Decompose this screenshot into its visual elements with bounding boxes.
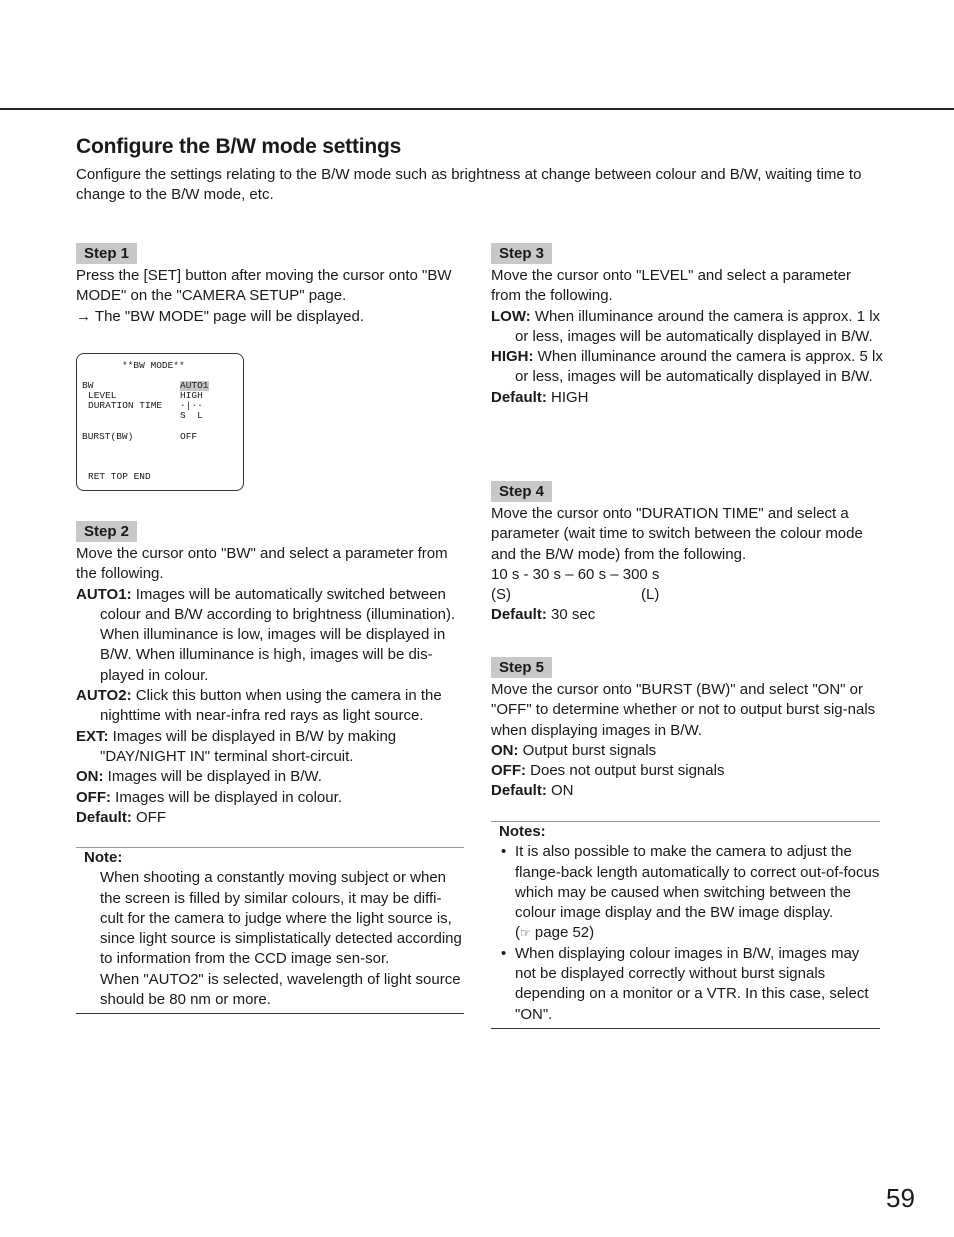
note-paragraph: When shooting a constantly moving subject or when the screen is filled by similar colours, it may be diffi-cult for the camera to judge where the light source is, since light source is simplistatically detected according to information from the CCD image sen-sor. [100, 869, 462, 968]
step-2-item [76, 788, 471, 808]
note-paragraph: When "AUTO2" is selected, wavelength of light source should be 80 nm or more. [100, 970, 461, 1009]
step-3-text: Move the cursor onto "LEVEL" and select a parameter from the following. [491, 267, 852, 305]
item-desc: Images will be automatically switched between colour and B/W according to brightness (illumination). When illuminance is low, images will be displayed in B/W. When illuminance is high, images will be dis-played in colour. [100, 585, 456, 684]
step-3-item [491, 307, 883, 348]
step-1-block [76, 243, 471, 327]
step-5-item [491, 741, 883, 761]
bullet-icon: • [501, 843, 507, 861]
item-term: OFF: [76, 788, 111, 806]
section-intro: Configure the settings relating to the B/W mode such as brightness at change between colour and B/W, waiting time to change to the B/W mode, etc. [76, 166, 862, 204]
note-heading: Note: [84, 849, 123, 866]
default-value: HIGH [546, 388, 589, 406]
item-term: HIGH: [491, 348, 534, 366]
item-term: ON: [491, 741, 519, 759]
step-2-default [76, 808, 471, 828]
item-term: AUTO1: [76, 585, 132, 603]
notes-item [491, 842, 880, 943]
section-title: Configure the B/W mode settings [76, 135, 402, 158]
step-2-item [76, 585, 471, 686]
bullet-icon: • [501, 944, 507, 962]
osd-level-value: HIGH [180, 390, 203, 401]
default-label: Default: [491, 782, 547, 800]
step-5-text: Move the cursor onto "BURST (BW)" and select "ON" or "OFF" to determine whether or not to output burst sig-nals when displaying images in B/W. [491, 681, 876, 739]
step-4-scale: 10 s - 30 s – 60 s – 300 s [491, 565, 660, 583]
step-2-text: Move the cursor onto "BW" and select a parameter from the following. [76, 545, 448, 583]
osd-duration-scale: S L [180, 410, 203, 421]
step-2-block [76, 521, 471, 828]
default-value: ON [546, 782, 574, 800]
bw-mode-osd-screen [76, 353, 244, 491]
top-rule [0, 108, 954, 110]
osd-duration-label: DURATION TIME [88, 400, 163, 411]
item-desc: Images will be displayed in B/W. [103, 768, 322, 786]
ref-text: page 52) [530, 924, 595, 942]
step-2-label: Step 2 [76, 521, 137, 542]
item-term: OFF: [491, 762, 526, 780]
item-term: EXT: [76, 727, 109, 745]
item-desc: Output burst signals [518, 741, 657, 759]
item-desc: Does not output burst signals [526, 762, 725, 780]
step-3-default [491, 388, 883, 408]
item-desc: When illuminance around the camera is approx. 1 lx or less, images will be automatically displayed in B/W. [515, 307, 881, 345]
item-desc: Images will be displayed in colour. [111, 788, 342, 806]
step-4-block [491, 481, 883, 626]
step-5-item [491, 761, 883, 781]
step-1-label: Step 1 [76, 243, 137, 264]
step-2-item [76, 686, 471, 727]
default-label: Default: [76, 808, 132, 826]
item-desc: Click this button when using the camera in the nighttime with near-infra red rays as light source. [100, 687, 442, 725]
default-label: Default: [491, 388, 547, 406]
item-desc: Images will be displayed in B/W by making "DAY/NIGHT IN" terminal short-circuit. [100, 727, 397, 765]
step-2-item [76, 767, 471, 787]
default-value: 30 sec [546, 606, 596, 624]
step-3-block [491, 243, 883, 408]
osd-duration-value: ·|·· [180, 400, 203, 411]
notes-item [491, 944, 880, 1025]
step-5-block [491, 657, 883, 802]
notes-item-text: It is also possible to make the camera to adjust the flange-back length automatically to correct out-of-focus which may be caused when switching between the colour image display and the BW image display. [515, 843, 880, 922]
osd-bw-value: AUTO1 [180, 380, 209, 391]
step-1-result-text: The "BW MODE" page will be displayed. [94, 307, 364, 325]
step-1-text: Press the [SET] button after moving the cursor onto "BW MODE" on the "CAMERA SETUP" page. [76, 267, 452, 305]
step-4-label: Step 4 [491, 481, 552, 502]
osd-level-label: LEVEL [88, 390, 117, 401]
step-5-label: Step 5 [491, 657, 552, 678]
osd-title: **BW MODE** [122, 360, 185, 371]
step-4-default [491, 605, 883, 625]
item-term: LOW: [491, 307, 531, 325]
step-5-default [491, 781, 883, 801]
scale-long-label: (L) [641, 586, 660, 604]
step-2-item [76, 727, 471, 768]
osd-burst-label: BURST(BW) [82, 431, 134, 442]
scale-short-label: (S) [491, 586, 511, 604]
osd-footer: RET TOP END [88, 471, 151, 482]
osd-bw-label: BW [82, 380, 94, 391]
notes-heading: Notes: [499, 823, 546, 840]
notes-box [491, 821, 880, 1029]
step-1-result [76, 307, 471, 327]
arrow-right-icon: → [76, 307, 91, 325]
item-term: ON: [76, 768, 104, 786]
step-4-text: Move the cursor onto "DURATION TIME" and select a parameter (wait time to switch between the colour mode and the B/W mode) from the following. [491, 505, 863, 563]
note-box [76, 847, 464, 1014]
item-term: AUTO2: [76, 687, 132, 705]
default-value: OFF [131, 808, 167, 826]
step-3-label: Step 3 [491, 243, 552, 264]
notes-item-text: When displaying colour images in B/W, images may not be displayed correctly without burst signals depending on a monitor or a VTR. In this case, select "ON". [515, 944, 869, 1023]
page-number: 59 [886, 1183, 915, 1213]
step-3-item [491, 347, 883, 388]
osd-burst-value: OFF [180, 431, 198, 442]
item-desc: When illuminance around the camera is approx. 5 lx or less, images will be automatically displayed in B/W. [515, 348, 883, 386]
notes-item-ref [515, 923, 880, 943]
pointing-hand-icon: ☞ [520, 926, 531, 941]
step-4-scale-ends [491, 585, 883, 605]
default-label: Default: [491, 606, 547, 624]
ref-open: ( [515, 924, 520, 942]
